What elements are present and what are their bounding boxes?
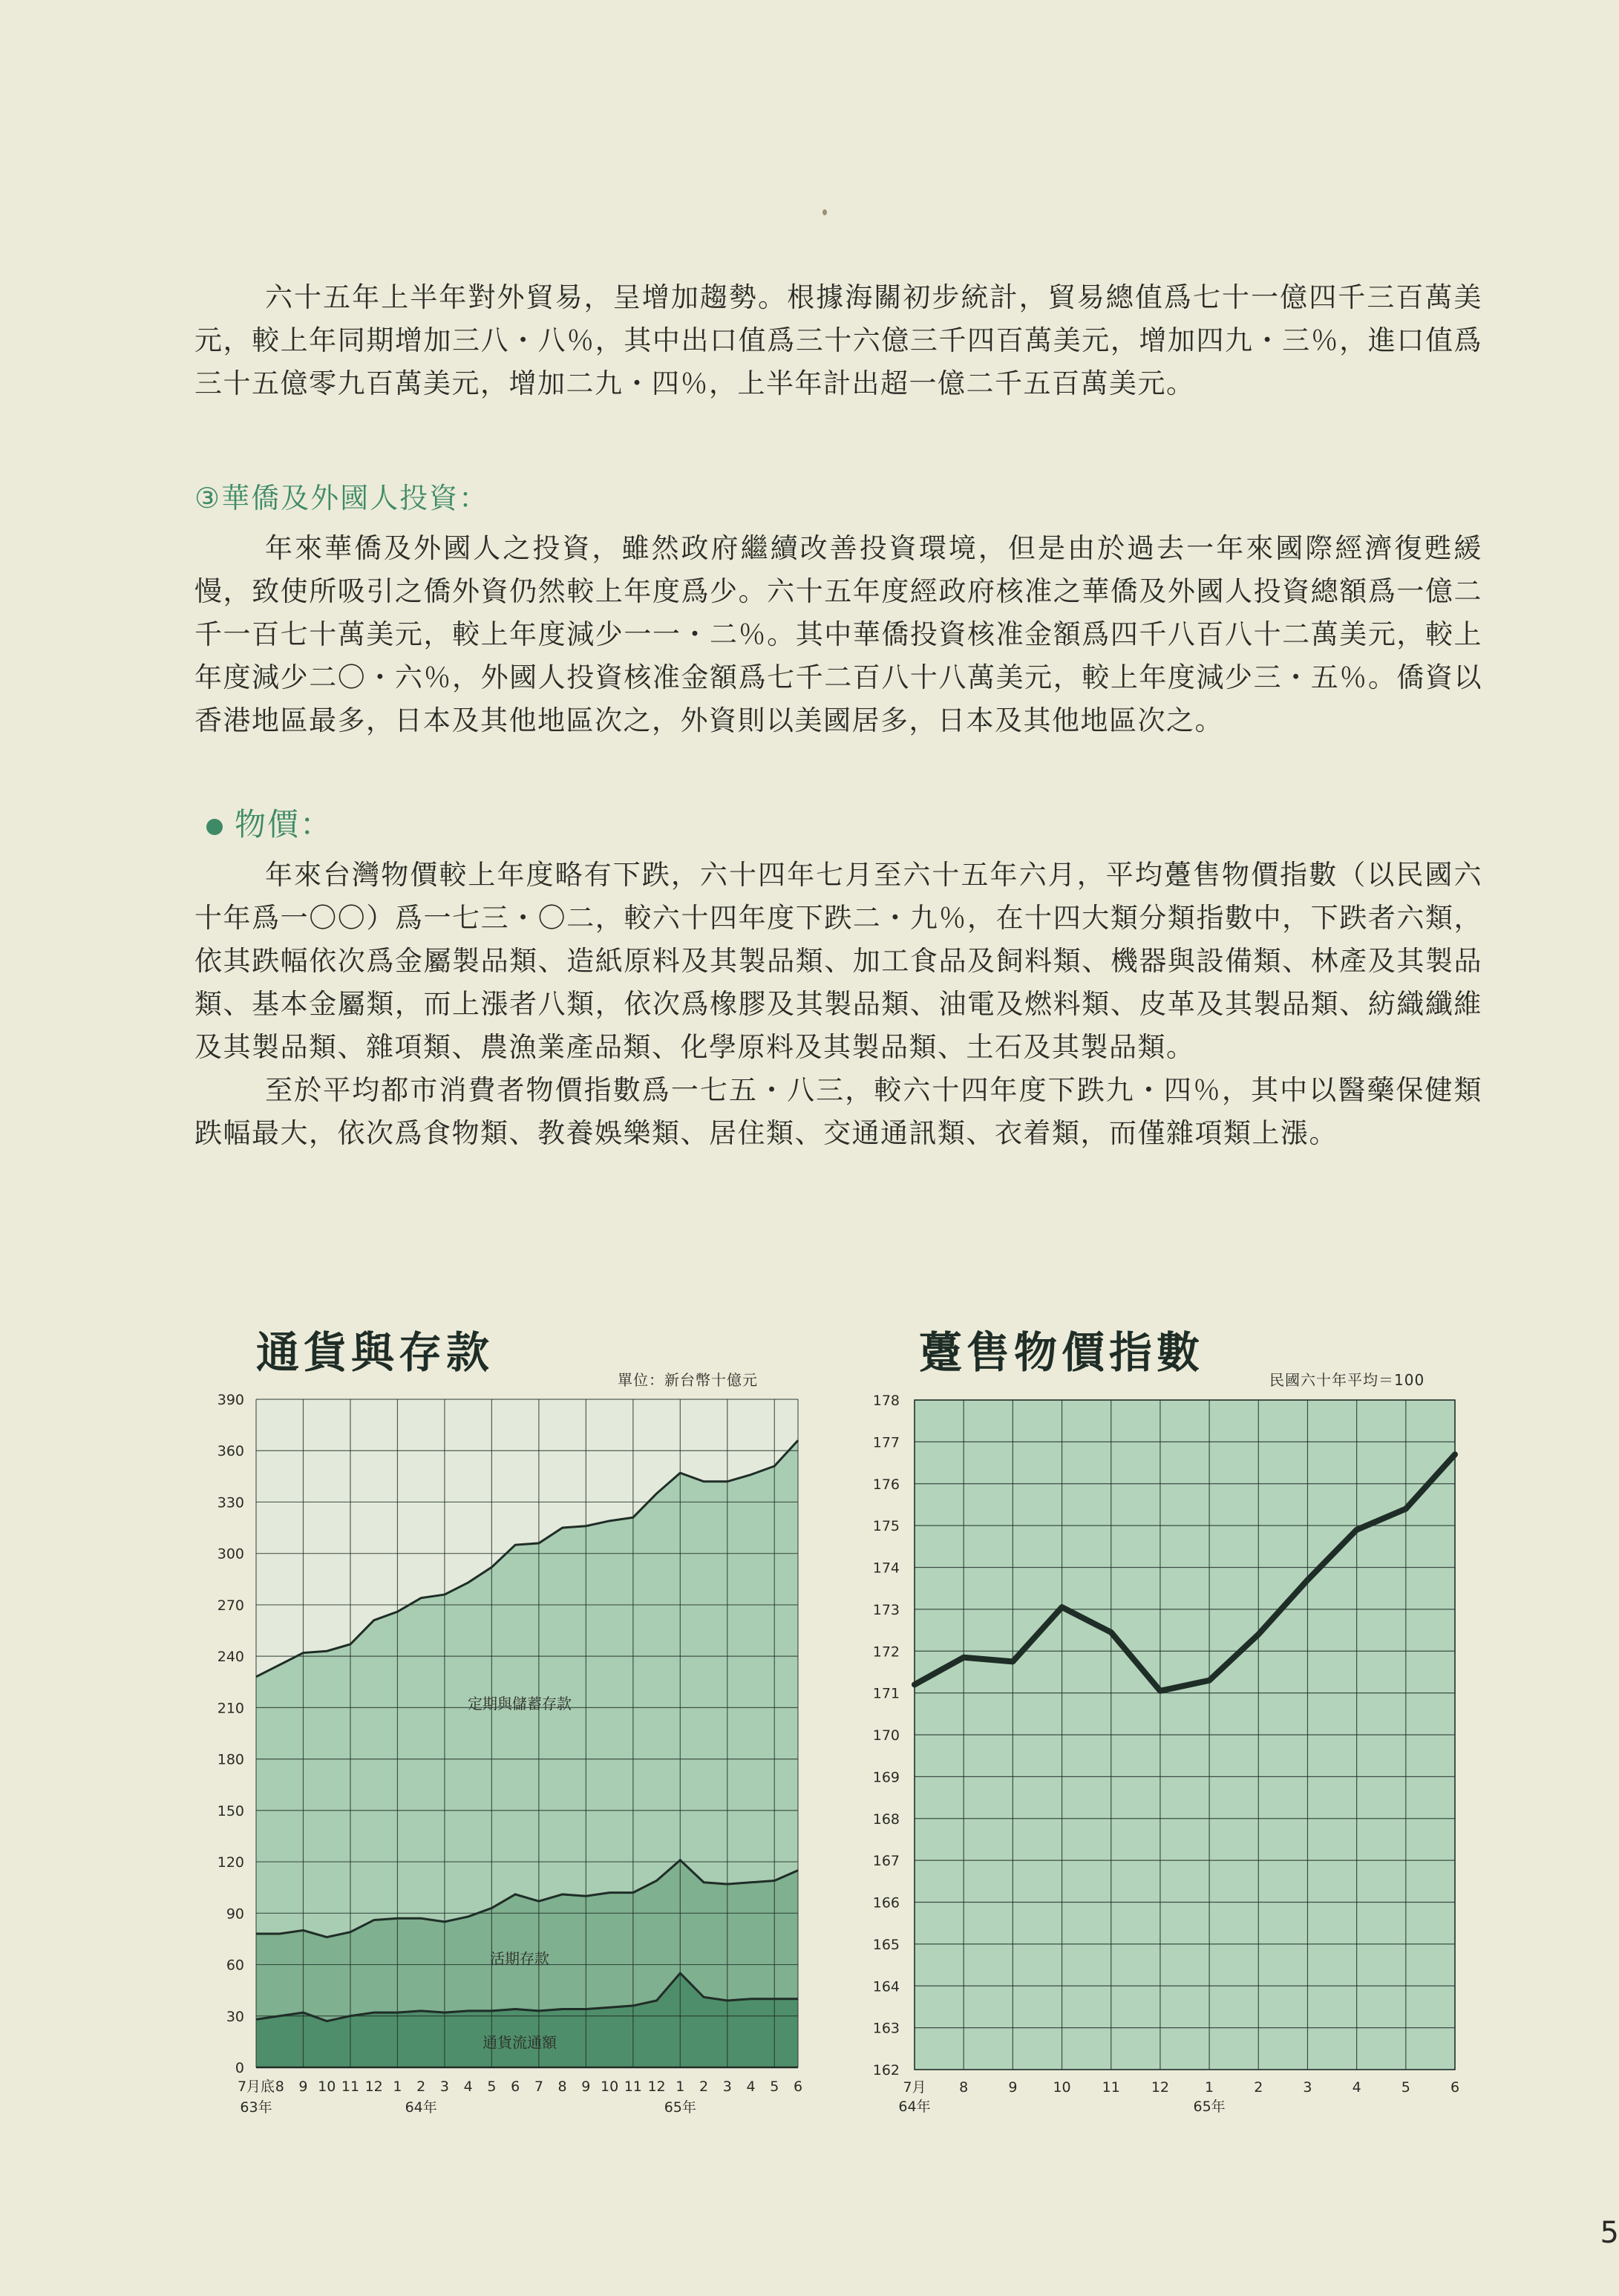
x-tick-label: 6 [511, 2078, 520, 2095]
series-label-demand-deposits: 活期存款 [490, 1949, 549, 1968]
y-tick-label: 164 [872, 1978, 900, 1995]
prices-heading-text: 物價： [235, 806, 333, 843]
x-tick-label: 9 [581, 2078, 591, 2095]
x-tick-label: 12 [1151, 2079, 1170, 2096]
x-tick-label: 11 [1102, 2079, 1120, 2096]
x-tick-label: 12 [364, 2078, 383, 2095]
currency-deposits-title: 通貨與存款 [256, 1327, 494, 1378]
x-tick-label: 8 [275, 2078, 284, 2095]
x-tick-label: 4 [746, 2078, 756, 2095]
y-tick-label: 390 [217, 1392, 244, 1408]
bullet-icon [206, 819, 223, 835]
investment-heading-text: 華僑及外國人投資： [221, 482, 489, 514]
x-tick-label: 2 [699, 2078, 709, 2095]
y-tick-label: 177 [872, 1434, 900, 1451]
y-tick-label: 330 [217, 1494, 244, 1511]
y-tick-label: 90 [226, 1906, 244, 1923]
x-tick-label: 1 [676, 2078, 685, 2095]
x-tick-label: 3 [1303, 2079, 1312, 2096]
x-tick-label: 10 [1053, 2079, 1071, 2096]
x-tick-label: 7月 [903, 2079, 926, 2096]
y-tick-label: 169 [872, 1769, 900, 1786]
x-tick-label: 10 [600, 2078, 619, 2095]
investment-heading [194, 475, 488, 516]
x-tick-label: 2 [1254, 2079, 1263, 2096]
x-tick-label: 7月底 [237, 2078, 275, 2095]
section-number: ③ [194, 482, 222, 514]
x-tick-label: 7 [534, 2078, 543, 2095]
series-label-currency: 通貨流通額 [483, 2033, 557, 2052]
y-tick-label: 360 [217, 1443, 244, 1460]
y-tick-label: 300 [217, 1546, 244, 1563]
y-tick-label: 173 [872, 1601, 900, 1618]
y-tick-label: 172 [872, 1643, 900, 1661]
page-spot [822, 209, 827, 215]
y-tick-label: 178 [872, 1393, 900, 1409]
wholesale-price-index-title: 躉售物價指數 [919, 1327, 1205, 1378]
x-tick-label: 3 [439, 2078, 449, 2095]
y-tick-label: 270 [217, 1597, 244, 1614]
x-tick-label: 9 [298, 2078, 308, 2095]
x-tick-label: 9 [1008, 2079, 1018, 2096]
y-tick-label: 120 [217, 1854, 244, 1871]
x-year-label: 65年 [1193, 2099, 1226, 2115]
series-label-time-savings: 定期與儲蓄存款 [468, 1694, 572, 1713]
investment-paragraph: 年來華僑及外國人之投資，雖然政府繼續改善投資環境，但是由於過去一年來國際經濟復甦緩慢，致使所吸引之僑外資仍然較上年度爲少。六十五年度經政府核准之華僑及外國人投資總額爲一億二千一百七十萬美元，較上年度減少一一・二％。其中華僑投資核准金額爲四千八百八十二萬美元，較上年度減少二〇・六％，外國人投資核准金額爲七千二百八十八萬美元，較上年度減少三・五％。僑資以香港地區最多，日本及其他地區次之，外資則以美國居多，日本及其他地區次之。 [194, 532, 1482, 736]
y-tick-label: 174 [872, 1560, 900, 1577]
y-tick-label: 176 [872, 1476, 900, 1493]
x-tick-label: 11 [624, 2078, 642, 2095]
investment-section [194, 527, 1482, 742]
y-tick-label: 60 [226, 1957, 244, 1974]
y-tick-label: 210 [217, 1700, 244, 1717]
x-tick-label: 8 [959, 2079, 969, 2096]
y-tick-label: 30 [226, 2008, 244, 2025]
x-tick-label: 6 [793, 2078, 803, 2095]
trade-paragraph: 六十五年上半年對外貿易，呈增加趨勢。根據海關初步統計，貿易總值爲七十一億四千三百萬美元，較上年同期增加三八・八％，其中出口值爲三十六億三千四百萬美元，增加四九・三％，進口值爲三十五億零九百萬美元，增加二九・四％，上半年計出超一億二千五百萬美元。 [194, 281, 1482, 399]
y-tick-label: 167 [872, 1853, 900, 1870]
y-tick-label: 175 [872, 1518, 900, 1535]
x-tick-label: 1 [1205, 2079, 1214, 2096]
trade-section [194, 276, 1482, 405]
page-number: 5 [1600, 2216, 1619, 2250]
price-index-unit-label: 民國六十年平均＝100 [1269, 1371, 1425, 1389]
y-tick-label: 165 [872, 1936, 900, 1953]
prices-paragraph-1: 年來台灣物價較上年度略有下跌，六十四年七月至六十五年六月，平均躉售物價指數（以民國六十年爲一〇〇）爲一七三・〇二，較六十四年度下跌二・九％，在十四大類分類指數中，下跌者六類，依其跌幅依次爲金屬製品類、造紙原料及其製品類、加工食品及飼料類、機器與設備類、林產及其製品類、基本金屬類，而上漲者八類，依次爲橡膠及其製品類、油電及燃料類、皮革及其製品類、紡織纖維及其製品類、雜項類、農漁業產品類、化學原料及其製品類、土石及其製品類。 [194, 859, 1482, 1063]
y-tick-label: 166 [872, 1894, 900, 1911]
y-tick-label: 0 [235, 2060, 244, 2076]
y-tick-label: 240 [217, 1649, 244, 1666]
x-tick-label: 11 [341, 2078, 360, 2095]
y-tick-label: 150 [217, 1802, 244, 1819]
x-tick-label: 2 [416, 2078, 426, 2095]
x-tick-label: 6 [1450, 2079, 1460, 2096]
x-year-label: 64年 [898, 2099, 931, 2115]
currency-deposits-chart [200, 1388, 824, 2130]
x-tick-label: 5 [487, 2078, 497, 2095]
x-tick-label: 12 [647, 2078, 666, 2095]
x-tick-label: 5 [770, 2078, 779, 2095]
y-tick-label: 180 [217, 1751, 244, 1768]
x-tick-label: 4 [463, 2078, 473, 2095]
wholesale-price-index-chart [861, 1388, 1470, 2130]
y-tick-label: 163 [872, 2020, 900, 2037]
prices-paragraph-2: 至於平均都市消費者物價指數爲一七五・八三，較六十四年度下跌九・四％，其中以醫藥保健類跌幅最大，依次爲食物類、教養娛樂類、居住類、交通通訊類、衣着類，而僅雜項類上漲。 [194, 1074, 1482, 1149]
y-tick-label: 171 [872, 1685, 900, 1702]
x-tick-label: 5 [1401, 2079, 1410, 2096]
prices-section [194, 854, 1482, 1155]
currency-unit-label: 單位：新台幣十億元 [618, 1371, 758, 1389]
x-tick-label: 8 [557, 2078, 567, 2095]
x-tick-label: 3 [722, 2078, 732, 2095]
y-tick-label: 168 [872, 1811, 900, 1828]
x-year-label: 65年 [664, 2099, 696, 2116]
x-tick-label: 10 [318, 2078, 336, 2095]
y-tick-label: 162 [872, 2062, 900, 2078]
x-year-label: 64年 [405, 2099, 437, 2116]
x-tick-label: 4 [1352, 2079, 1361, 2096]
x-year-label: 63年 [240, 2099, 272, 2116]
x-tick-label: 1 [393, 2078, 402, 2095]
y-tick-label: 170 [872, 1727, 900, 1744]
prices-heading [206, 800, 333, 845]
